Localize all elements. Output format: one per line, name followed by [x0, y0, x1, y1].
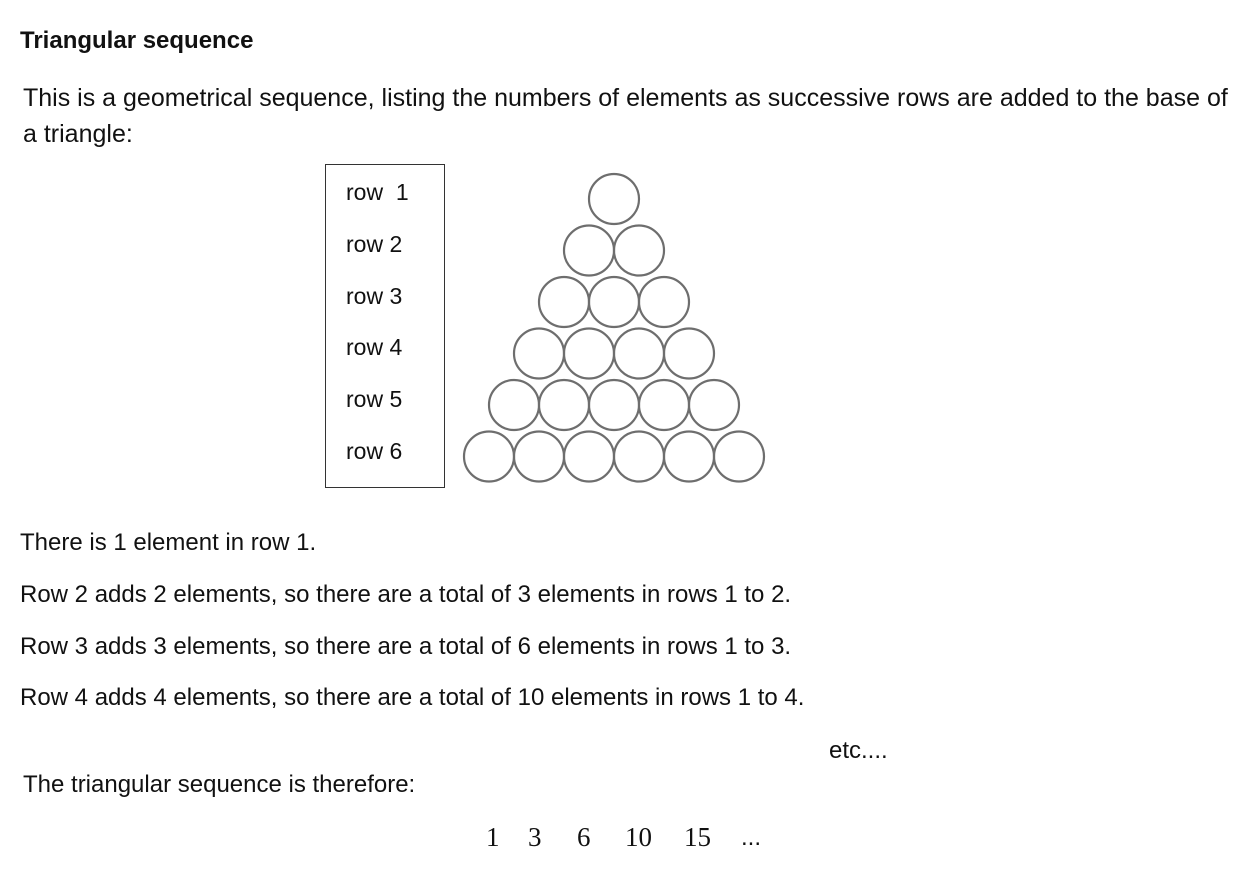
- triangle-element-circle: [689, 380, 739, 430]
- triangle-element-circle: [514, 432, 564, 482]
- row-label: row 3: [346, 283, 403, 309]
- triangle-element-circle: [639, 277, 689, 327]
- triangle-element-circle: [589, 277, 639, 327]
- statement-line: Row 2 adds 2 elements, so there are a total of 3 elements in rows 1 to 2.: [20, 581, 792, 608]
- row-label: row 2: [346, 231, 403, 257]
- triangle-element-circle: [664, 329, 714, 379]
- triangle-element-circle: [614, 329, 664, 379]
- sequence-term: 1: [486, 822, 500, 852]
- row-label: row 4: [346, 334, 403, 360]
- row-label: row 5: [346, 386, 403, 412]
- sequence-term: 10: [625, 822, 652, 852]
- triangle-element-circle: [539, 380, 589, 430]
- triangle-element-circle: [589, 174, 639, 224]
- sequence-ellipsis: ...: [741, 824, 762, 851]
- triangle-element-circle: [539, 277, 589, 327]
- sequence-term: 15: [684, 822, 711, 852]
- etc-text: etc....: [829, 737, 888, 764]
- triangle-element-circle: [639, 380, 689, 430]
- row-label: row 6: [346, 438, 403, 464]
- statement-line: Row 4 adds 4 elements, so there are a total of 10 elements in rows 1 to 4.: [20, 684, 805, 711]
- triangle-element-circle: [514, 329, 564, 379]
- row-label: row 1: [346, 179, 409, 205]
- row-label-box: [325, 164, 445, 488]
- statement-line: Row 3 adds 3 elements, so there are a total of 6 elements in rows 1 to 3.: [20, 633, 792, 660]
- triangle-element-circle: [614, 432, 664, 482]
- triangle-element-circle: [564, 226, 614, 276]
- triangle-element-circle: [564, 329, 614, 379]
- statement-line: There is 1 element in row 1.: [20, 529, 317, 556]
- sequence-term: 3: [528, 822, 542, 852]
- intro-paragraph: This is a geometrical sequence, listing the numbers of elements as successive rows are added to the base of a triangle:: [23, 84, 1228, 148]
- conclusion-text: The triangular sequence is therefore:: [23, 771, 416, 798]
- triangle-element-circle: [564, 432, 614, 482]
- page-title: Triangular sequence: [20, 27, 254, 54]
- triangle-element-circle: [489, 380, 539, 430]
- triangle-diagram: [455, 165, 775, 485]
- triangle-element-circle: [589, 380, 639, 430]
- triangle-element-circle: [664, 432, 714, 482]
- triangle-element-circle: [464, 432, 514, 482]
- triangle-element-circle: [614, 226, 664, 276]
- sequence-term: 6: [577, 822, 591, 852]
- triangle-element-circle: [714, 432, 764, 482]
